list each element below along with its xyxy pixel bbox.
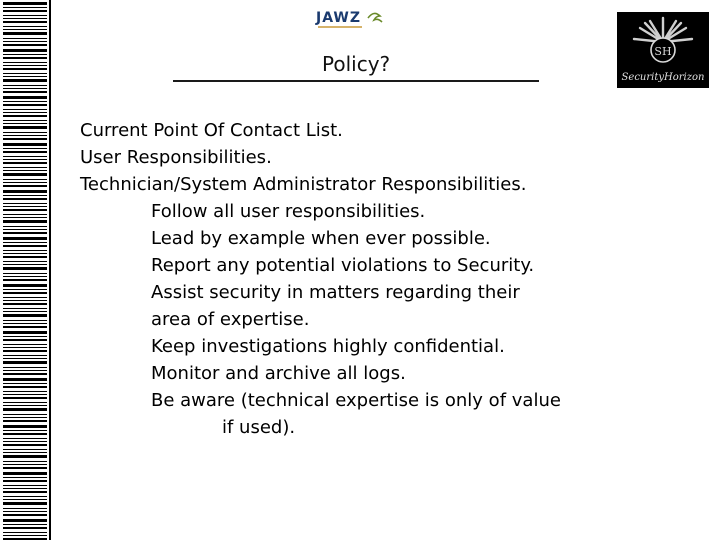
content-line: User Responsibilities. [80, 147, 272, 168]
content-subline-continuation: if used). [222, 417, 296, 438]
content-subline: area of expertise. [151, 309, 310, 330]
slide-title: Policy? [322, 52, 391, 76]
content-subline: Assist security in matters regarding their [151, 282, 520, 303]
content-subline: Monitor and archive all logs. [151, 363, 406, 384]
content-subline: Follow all user responsibilities. [151, 201, 426, 222]
content-subline: Be aware (technical expertise is only of value [151, 390, 561, 411]
content-subline: Report any potential violations to Security. [151, 255, 535, 276]
sh-logo-initials: SH [654, 45, 672, 58]
jawz-logo-text: JAWZ [316, 10, 362, 26]
security-horizon-logo [617, 12, 709, 88]
content-subline: Lead by example when ever possible. [151, 228, 491, 249]
slide-content [80, 117, 561, 441]
content-line: Technician/System Administrator Responsibilities. [80, 174, 527, 195]
barcode-border-decoration [0, 0, 52, 540]
jawz-logo [312, 6, 390, 32]
content-subline: Keep investigations highly confidential. [151, 336, 505, 357]
content-line: Current Point Of Contact List. [80, 120, 343, 141]
sh-logo-name: SecurityHorizon [621, 72, 705, 83]
title-underline [173, 80, 539, 82]
